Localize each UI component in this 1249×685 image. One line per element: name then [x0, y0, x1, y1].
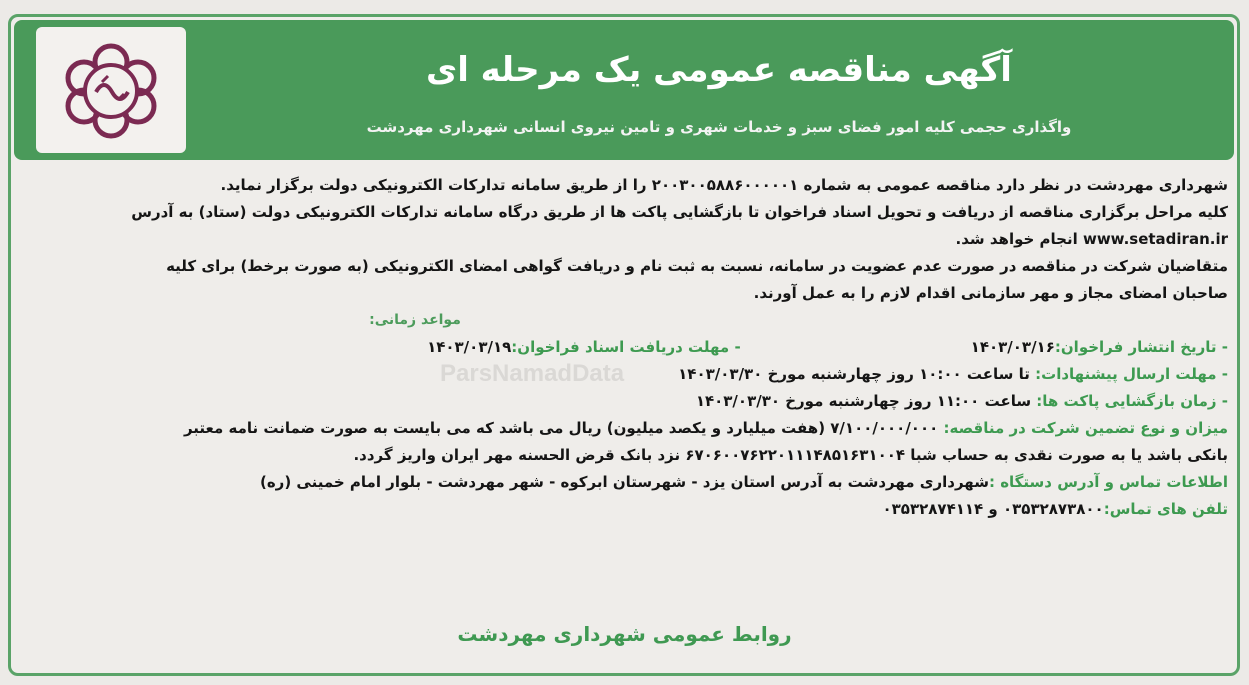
submit-deadline-value: تا ساعت ۱۰:۰۰ روز چهارشنبه مورخ ۱۴۰۳/۰۳/۳۰: [678, 365, 1036, 383]
address-label: اطلاعات تماس و آدرس دستگاه :: [988, 473, 1228, 491]
docs-deadline-label: - مهلت دریافت اسناد فراخوان:: [511, 338, 741, 356]
schedule-dates-row: [22, 334, 1228, 361]
submit-deadline-row: [22, 361, 1228, 388]
schedule-title: مواعد زمانی:: [369, 312, 461, 328]
address-row: [22, 469, 1228, 496]
opening-time-value: ساعت ۱۱:۰۰ روز چهارشنبه مورخ ۱۴۰۳/۰۳/۳۰: [695, 392, 1037, 410]
watermark: ParsNamadData: [440, 360, 625, 387]
notice-body: [22, 172, 1228, 523]
guarantee-value: ۷/۱۰۰/۰۰۰/۰۰۰ (هفت میلیارد و یکصد میلیون) ریال می باشد که می بایست به صورت ضمانت نامه معتبر: [183, 419, 944, 437]
municipality-logo-icon: [56, 40, 166, 140]
guarantee-row: [22, 415, 1228, 442]
intro-line-2: کلیه مراحل برگزاری مناقصه از دریافت و تحویل اسناد فراخوان تا بازگشایی پاکت ها از طریق درگاه سامانه تدارکات الکترونیکی دولت (ستاد) به آدرس: [131, 203, 1228, 221]
setad-url-link[interactable]: www.setadiran.ir: [1082, 230, 1228, 248]
docs-deadline-value: ۱۴۰۳/۰۳/۱۹: [427, 338, 512, 356]
intro-line-3-rest: انجام خواهد شد.: [955, 230, 1083, 248]
opening-time-label: - زمان بازگشایی پاکت ها:: [1036, 392, 1228, 410]
opening-time-row: [22, 388, 1228, 415]
notice-header: [14, 20, 1234, 160]
publish-date-label: - تاریخ انتشار فراخوان:: [1054, 338, 1228, 356]
submit-deadline-label: - مهلت ارسال پیشنهادات:: [1035, 365, 1228, 383]
phone-row: [22, 496, 1228, 523]
intro-line-4: متقاضیان شرکت در مناقصه در صورت عدم عضویت در سامانه، نسبت به ثبت نام و دریافت گواهی امضای الکترونیکی (به صورت برخط) برای کلیه: [166, 257, 1228, 275]
address-value: شهرداری مهردشت به آدرس استان یزد - شهرستان ابرکوه - شهر مهردشت - بلوار امام خمینی (ره): [259, 473, 989, 491]
publish-date-value: ۱۴۰۳/۰۳/۱۶: [970, 338, 1055, 356]
intro-line-1: شهرداری مهردشت در نظر دارد مناقصه عمومی به شماره ۲۰۰۳۰۰۵۸۸۶۰۰۰۰۰۱ را از طریق سامانه تدارکات الکترونیکی دولت برگزار نماید.: [220, 176, 1228, 194]
guarantee-label: میزان و نوع تضمین شرکت در مناقصه:: [943, 419, 1228, 437]
notice-title: آگهی مناقصه عمومی یک مرحله ای: [426, 50, 1012, 90]
notice-subtitle: واگذاری حجمی کلیه امور فضای سبز و خدمات شهری و تامین نیروی انسانی شهرداری مهردشت: [366, 118, 1072, 136]
public-relations-signature: روابط عمومی شهرداری مهردشت: [457, 622, 792, 646]
logo-container: [26, 20, 196, 160]
phone-label: تلفن های تماس:: [1103, 500, 1228, 518]
intro-line-3: [22, 226, 1228, 253]
phone-value: ۰۳۵۳۲۸۷۳۸۰۰ و ۰۳۵۳۲۸۷۴۱۱۴: [882, 500, 1104, 518]
guarantee-line-2: بانکی باشد یا به صورت نقدی به حساب شبا ۶۷۰۶۰۰۷۶۲۲۰۱۱۱۴۸۵۱۶۳۱۰۰۴ نزد بانک قرض الحسنه مهر ایران واریز گردد.: [353, 446, 1228, 464]
intro-line-5: صاحبان امضای مجاز و مهر سازمانی اقدام لازم را به عمل آورند.: [753, 284, 1228, 302]
logo-background: [36, 27, 186, 153]
